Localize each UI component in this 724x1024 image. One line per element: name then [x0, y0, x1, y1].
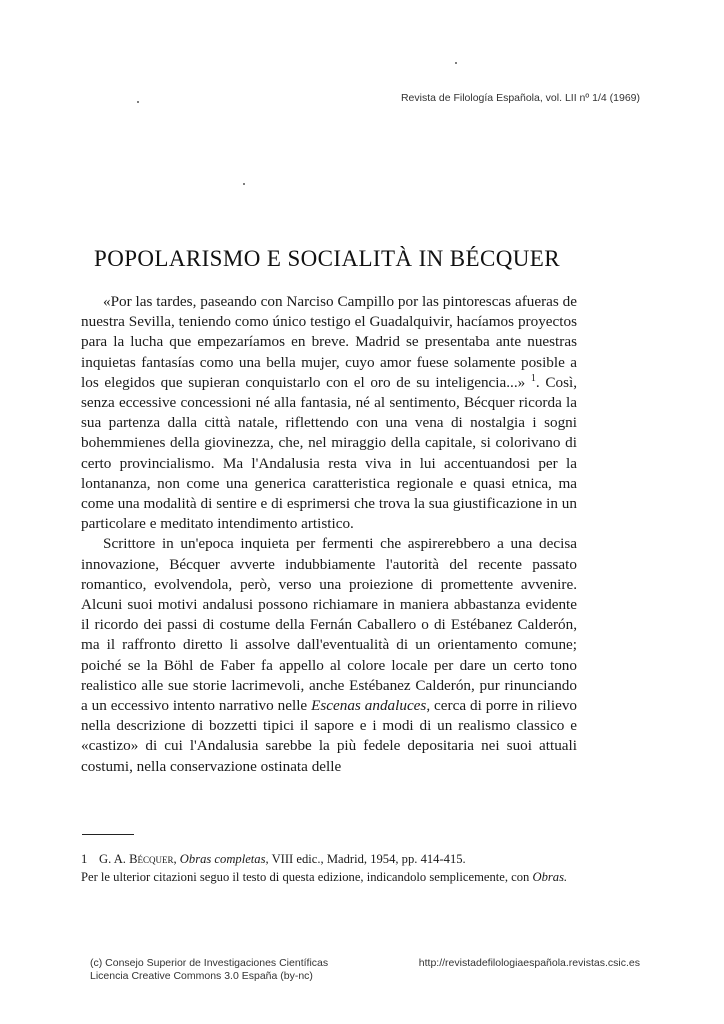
- scan-speck: [455, 62, 457, 64]
- article-body: [81, 292, 577, 777]
- paragraph-2: [81, 534, 577, 776]
- footnote-reference[interactable]: 1: [530, 372, 536, 384]
- paragraph-1-continuation: . Così, senza eccessive concessioni né alla fantasia, né al sentimento, Bécquer ricorda la sua partenza dalla città natale, riflettendo con una vena di nostalgia i sogni bohemmienes della giovinezza, che, nel miraggio della capitale, si colorivano di certo provincialismo. Ma l'Andalusia resta viva in lui accentuandosi per la lontananza, non come una generica caratteristica regionale e quasi etnica, ma come una modalità di sentire e di esprimersi che trova la sua giustificazione in un particolare e meditato intendimento artistico.: [81, 373, 578, 533]
- footnote-note-text: Per le ulterior citazioni seguo il testo di questa edizione, indicandolo semplicemente, con: [81, 870, 530, 884]
- footnote-work-title: Obras completas,: [179, 852, 269, 866]
- work-title-italic: Escenas andaluces: [311, 697, 427, 715]
- footnote-mark: 1: [81, 852, 88, 866]
- scan-speck: [243, 183, 245, 185]
- footnote-note: [81, 868, 577, 886]
- journal-url-link[interactable]: http://revistadefilologiaespañola.revistas.csic.es: [418, 957, 640, 969]
- copyright-line-1: (c) Consejo Superior de Investigaciones Científicas: [90, 957, 329, 969]
- footnote-citation: [81, 850, 577, 868]
- scan-speck: [137, 101, 139, 103]
- footnote-short-title: Obras.: [532, 870, 568, 884]
- journal-citation: Revista de Filología Española, vol. LII nº 1/4 (1969): [400, 92, 640, 104]
- footnote-author: G. A. Bécquer,: [99, 852, 177, 866]
- copyright-line-2: Licencia Creative Commons 3.0 España (by-nc): [90, 970, 313, 982]
- paragraph-2-text-b: , cerca di porre in rilievo nella descrizione di bozzetti tipici il sapore e i modi di un realismo classico e «castizo» di cui l'Andalusia sarebbe la più fedele depositaria nei suoi attuali costumi, nella conservazione ostinata delle: [81, 697, 578, 775]
- footnote: [81, 850, 577, 886]
- article-title: POPOLARISMO E SOCIALITÀ IN BÉCQUER: [94, 246, 560, 271]
- paragraph-1: [81, 292, 577, 534]
- spanish-quotation: «Por las tardes, paseando con Narciso Campillo por las pintorescas afueras de nuestra Sevilla, teniendo como único testigo el Guadalquivir, hacíamos proyectos para la lucha que empezaríamos en breve. Madrid se presentaba ante nuestras inquietas fantasías como una bella mujer, cuyo amor fuese solamente posible a los elegidos que supieran conquistarlo con el oro de su inteligencia...»: [81, 293, 577, 391]
- footnote-details: VIII edic., Madrid, 1954, pp. 414-415.: [271, 852, 466, 866]
- footnote-divider: [82, 834, 134, 835]
- paragraph-2-text-a: Scrittore in un'epoca inquieta per fermenti che aspirerebbero a una decisa innovazione, Bécquer avverte indubbiamente l'autorità del recente passato romantico, evolvendola, però, verso una proiezione di promettente avvenire. Alcuni suoi motivi andalusi possono richiamare in maniera abbastanza evidente il ricordo dei passi di costume della Fernán Caballero o di Estébanez Calderón, ma il raffronto diretto li assolve dall'eventualità di un orientamento comune; poiché se la Böhl de Faber fa appello al colore locale per dare un certo tono realistico alle sue storie lacrimevoli, anche Estébanez Calderón, pur rinunciando a un eccessivo intento narrativo nelle: [81, 535, 577, 715]
- copyright-notice: [90, 957, 390, 983]
